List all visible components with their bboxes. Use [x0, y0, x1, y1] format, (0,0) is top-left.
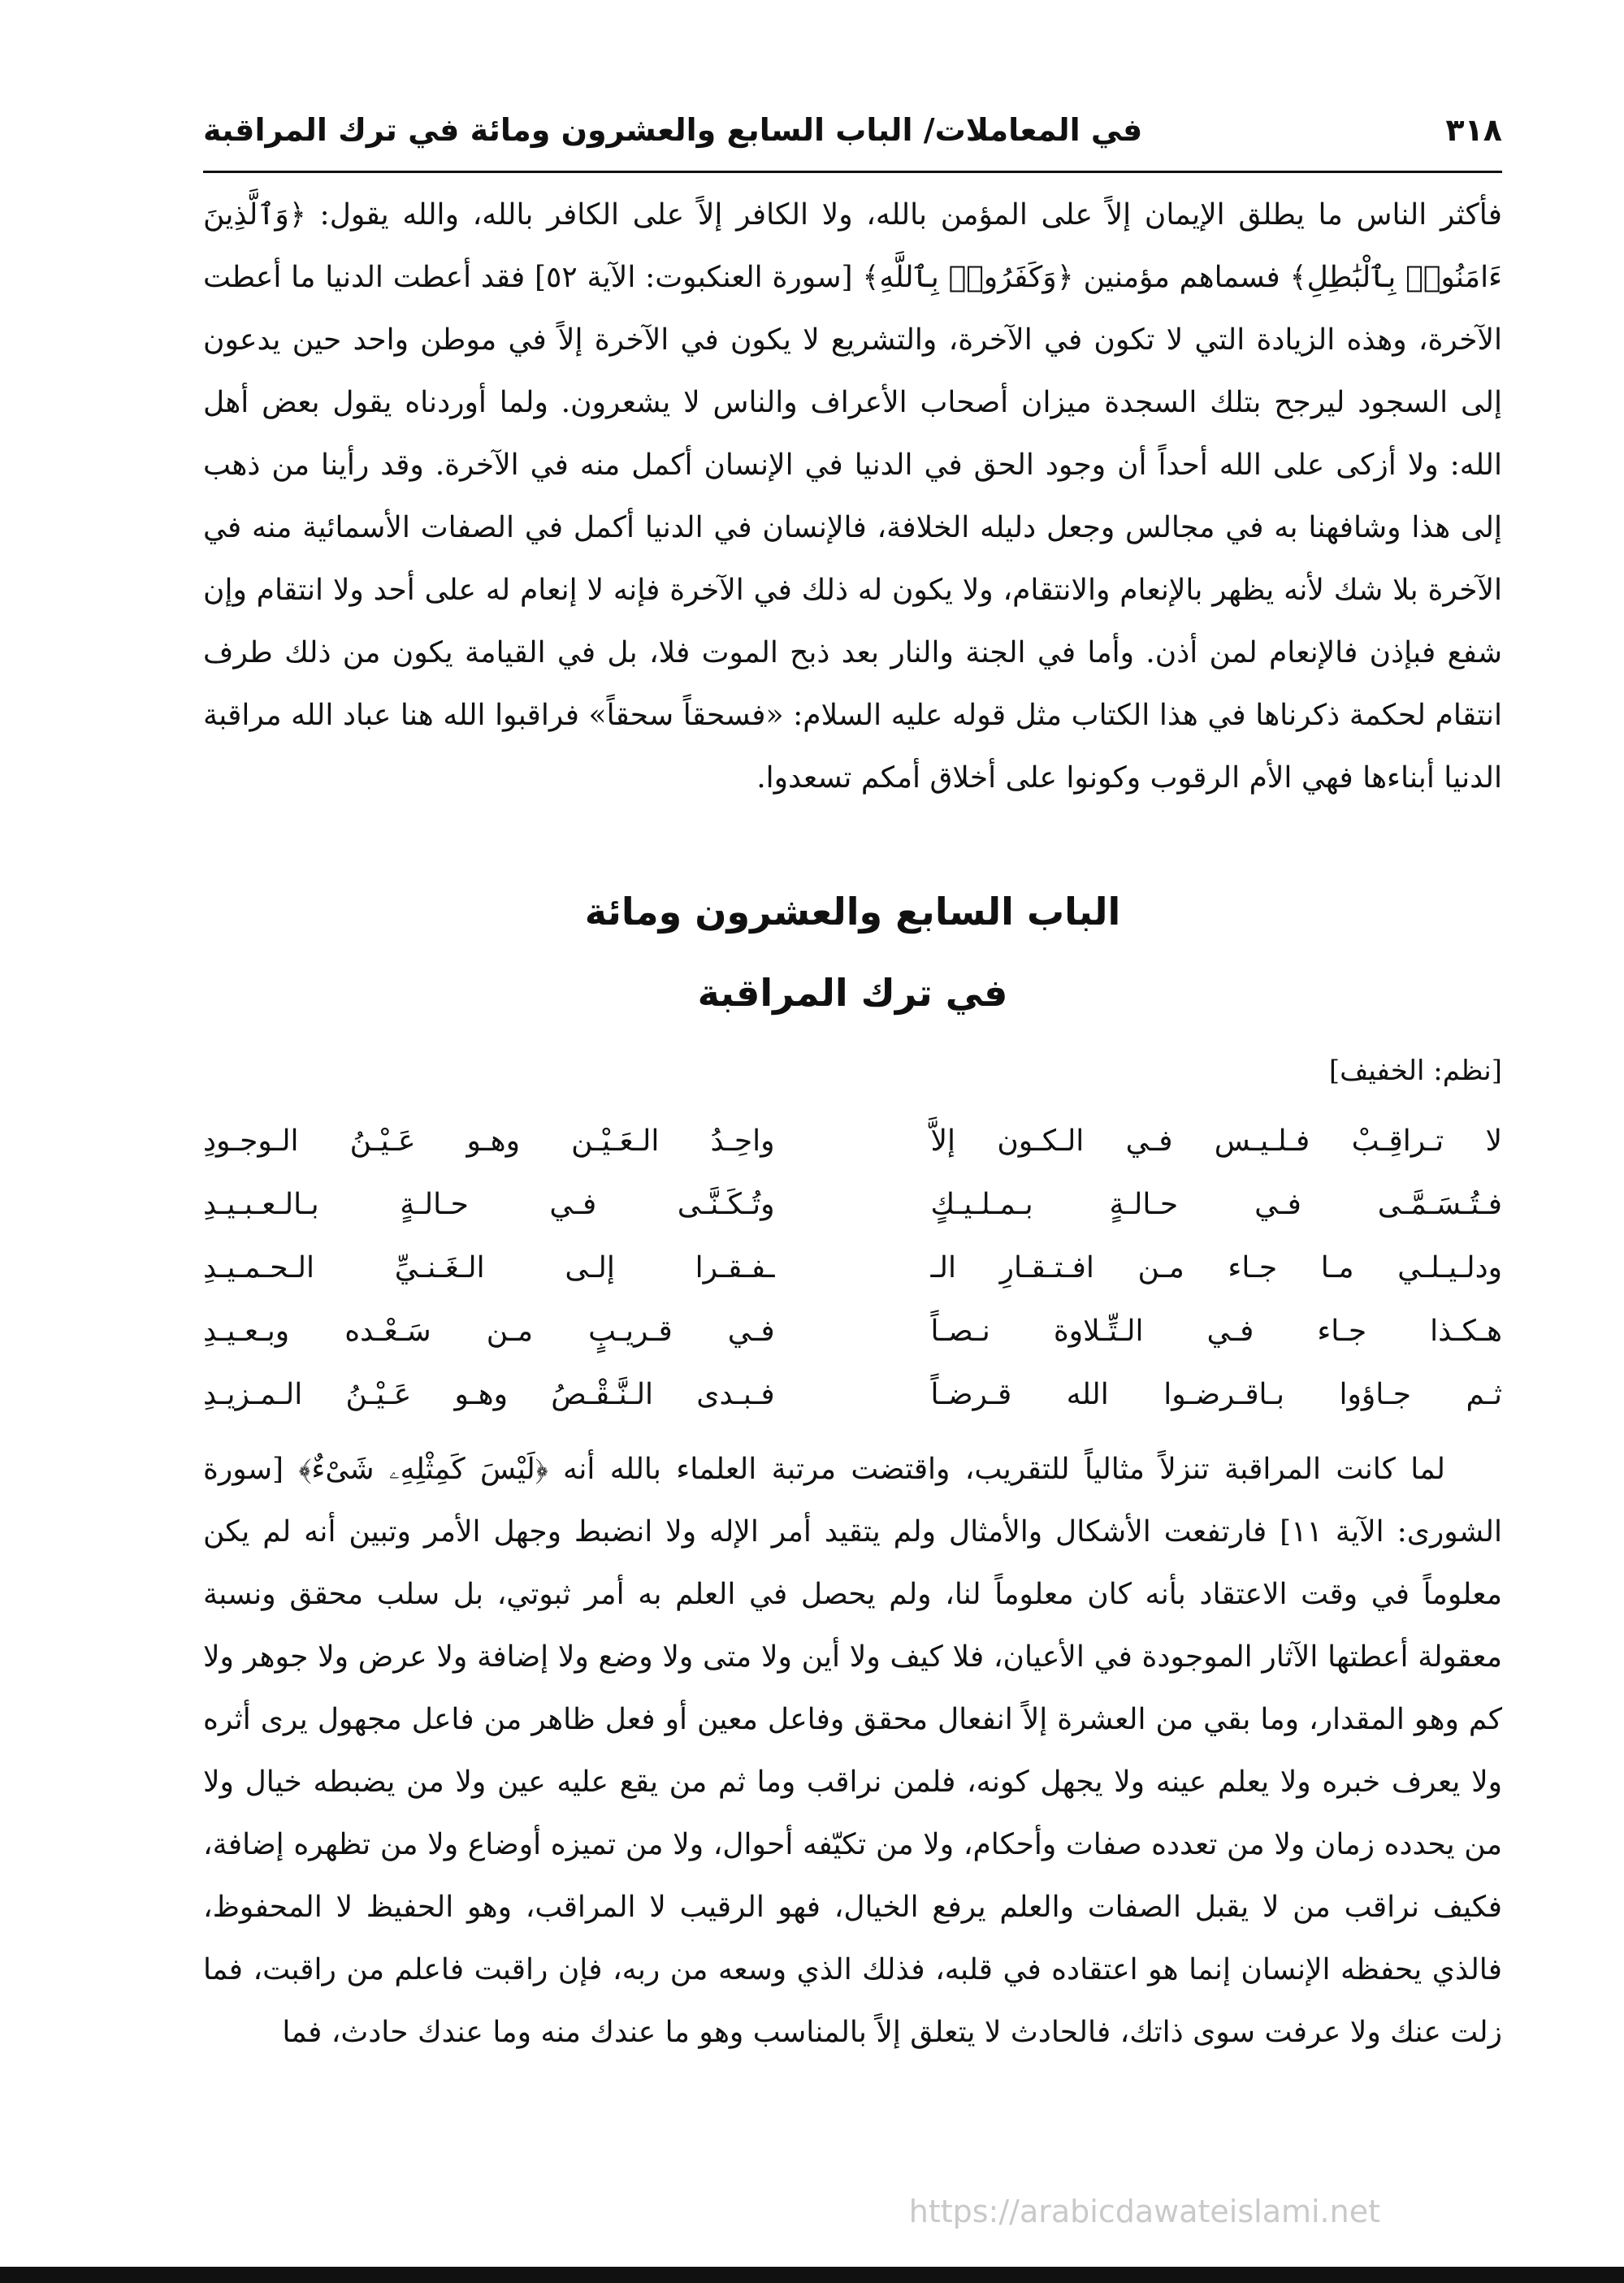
poem-verse: [203, 1236, 1502, 1299]
watermark-url: https://arabicdawateislami.net: [908, 2194, 1380, 2229]
verse-first-half: لا تـراقِـبْ فـلـيـس فـي الـكـون إلاَّ: [930, 1124, 1502, 1158]
commentary-paragraph: [203, 1438, 1502, 2153]
paragraph-text: لما كانت المراقبة تنزلاً مثالياً للتقريب، واقتضت مرتبة العلماء بالله أنه ﴿لَيْسَ كَمِثْلِهِۦ شَىْءٌ﴾ [سورة الشورى: الآية ١١] فارتفعت الأشكال والأمثال ولم يتقيد أمر الإله ولا انضبط وجهل الأمر وتبين أنه لم يكن معلوماً في وقت الاعتقاد بأنه كان معلوماً لنا، ولم يحصل في العلم به أمر ثبوتي، بل سلب محقق ونسبة معقولة أعطتها الآثار الموجودة في الأعيان، فلا كيف ولا أين ولا متى ولا وضع ولا إضافة ولا عرض ولا جوهر ولا كم وهو المقدار، وما بقي من العشرة إلاً انفعال محقق وفاعل معين أو فعل ظاهر من فاعل مجهول يرى أثره ولا يعرف خبره ولا يعلم عينه ولا يجهل كونه، فلمن نراقب وما ثم من يقع عليه عين ولا من يضبطه خيال ولا من يحدده زمان ولا من تعدده صفات وأحكام، ولا من تكيّفه أحوال، ولا من تميزه أوضاع ولا من تظهره إضافة، فكيف نراقب من لا يقبل الصفات والعلم يرفع الخيال، فهو الرقيب لا المراقب، وهو الحفيظ لا المحفوظ، فالذي يحفظه الإنسان إنما هو اعتقاده في قلبه، فذلك الذي وسعه من ربه، فإن راقبت فاعلم من راقبت، فما زلت عنك ولا عرفت سوى ذاتك، فالحادث لا يتعلق إلاً بالمناسب وهو ما عندك منه وما عندك حادث، فما: [203, 1453, 1502, 2049]
verse-second-half: وتُـكَـنَّـى فـي حـالـةٍ بـالـعـبـيـدِ: [203, 1187, 775, 1221]
poem-block: [203, 1109, 1502, 1434]
page-header: [203, 89, 1502, 171]
verse-first-half: ودلـيـلـي مـا جـاء مـن افـتـقـارِ الـ: [930, 1250, 1502, 1284]
verse-second-half: ـفـقـرا إلـى الـغَـنـيِّ الـحـمـيـدِ: [203, 1250, 775, 1284]
verse-first-half: ثـم جـاؤوا بـاقـرضـوا الله قـرضـاً: [930, 1377, 1502, 1411]
header-divider: [203, 171, 1502, 173]
poem-verse: [203, 1172, 1502, 1236]
verse-second-half: فـبـدى الـنَّـقْـصُ وهـو عَـيْـنُ الـمـزيـدِ: [203, 1377, 775, 1411]
verse-first-half: هـكـذا جـاء فـي الـتِّـلاوة نـصـاً: [930, 1314, 1502, 1348]
scan-bottom-edge: [0, 2267, 1624, 2283]
page-number: ٣١٨: [1445, 112, 1502, 148]
chapter-title: الباب السابع والعشرون ومائة: [584, 890, 1121, 934]
poem-meter-label: [نظم: الخفيف]: [1328, 1055, 1502, 1087]
chapter-subtitle: في ترك المراقبة: [697, 971, 1008, 1015]
verse-first-half: فـتُـسَـمَّـى فـي حـالـةٍ بـمـلـيـكٍ: [930, 1187, 1502, 1221]
poem-verse: [203, 1299, 1502, 1362]
opening-paragraph: [203, 184, 1502, 874]
verse-second-half: واحِـدُ الـعَـيْـن وهـو عَـيْـنُ الـوجـودِ: [203, 1124, 775, 1158]
poem-verse: [203, 1362, 1502, 1426]
verse-second-half: فـي قـريـبٍ مـن سَـعْـده وبـعـيـدِ: [203, 1314, 775, 1348]
poem-verse: [203, 1109, 1502, 1172]
running-title: في المعاملات/ الباب السابع والعشرون ومائة في ترك المراقبة: [203, 112, 1143, 148]
paragraph-text: فأكثر الناس ما يطلق الإيمان إلاً على المؤمن بالله، ولا الكافر إلاً على الكافر بالله، والله يقول: ﴿وَٱلَّذِينَ ءَامَنُوا۟ بِٱلْبَٰطِلِ﴾ فسماهم مؤمنين ﴿وَكَفَرُوا۟ بِٱللَّهِ﴾ [سورة العنكبوت: الآية ٥٢] فقد أعطت الدنيا ما أعطت الآخرة، وهذه الزيادة التي لا تكون في الآخرة، والتشريع لا يكون في الآخرة إلاً في موطن واحد حين يدعون إلى السجود ليرجح بتلك السجدة ميزان أصحاب الأعراف والناس لا يشعرون. ولما أوردناه يقول بعض أهل الله: ولا أزكى على الله أحداً أن وجود الحق في الدنيا في الإنسان أكمل منه في الآخرة. وقد رأينا من ذهب إلى هذا وشافهنا به في مجالس وجعل دليله الخلافة، فالإنسان في الدنيا أكمل في الصفات الأسمائية منه في الآخرة بلا شك لأنه يظهر بالإنعام والانتقام، ولا يكون له ذلك في الآخرة فإنه لا إنعام له على أحد ولا انتقام وإن شفع فبإذن فالإنعام لمن أذن. وأما في الجنة والنار بعد ذبح الموت فلا، بل في القيامة يكون من ذلك طرف انتقام لحكمة ذكرناها في هذا الكتاب مثل قوله عليه السلام: «فسحقاً سحقاً» فراقبوا الله هنا عباد الله مراقبة الدنيا أبناءها فهي الأم الرقوب وكونوا على أخلاق أمكم تسعدوا.: [203, 198, 1503, 795]
